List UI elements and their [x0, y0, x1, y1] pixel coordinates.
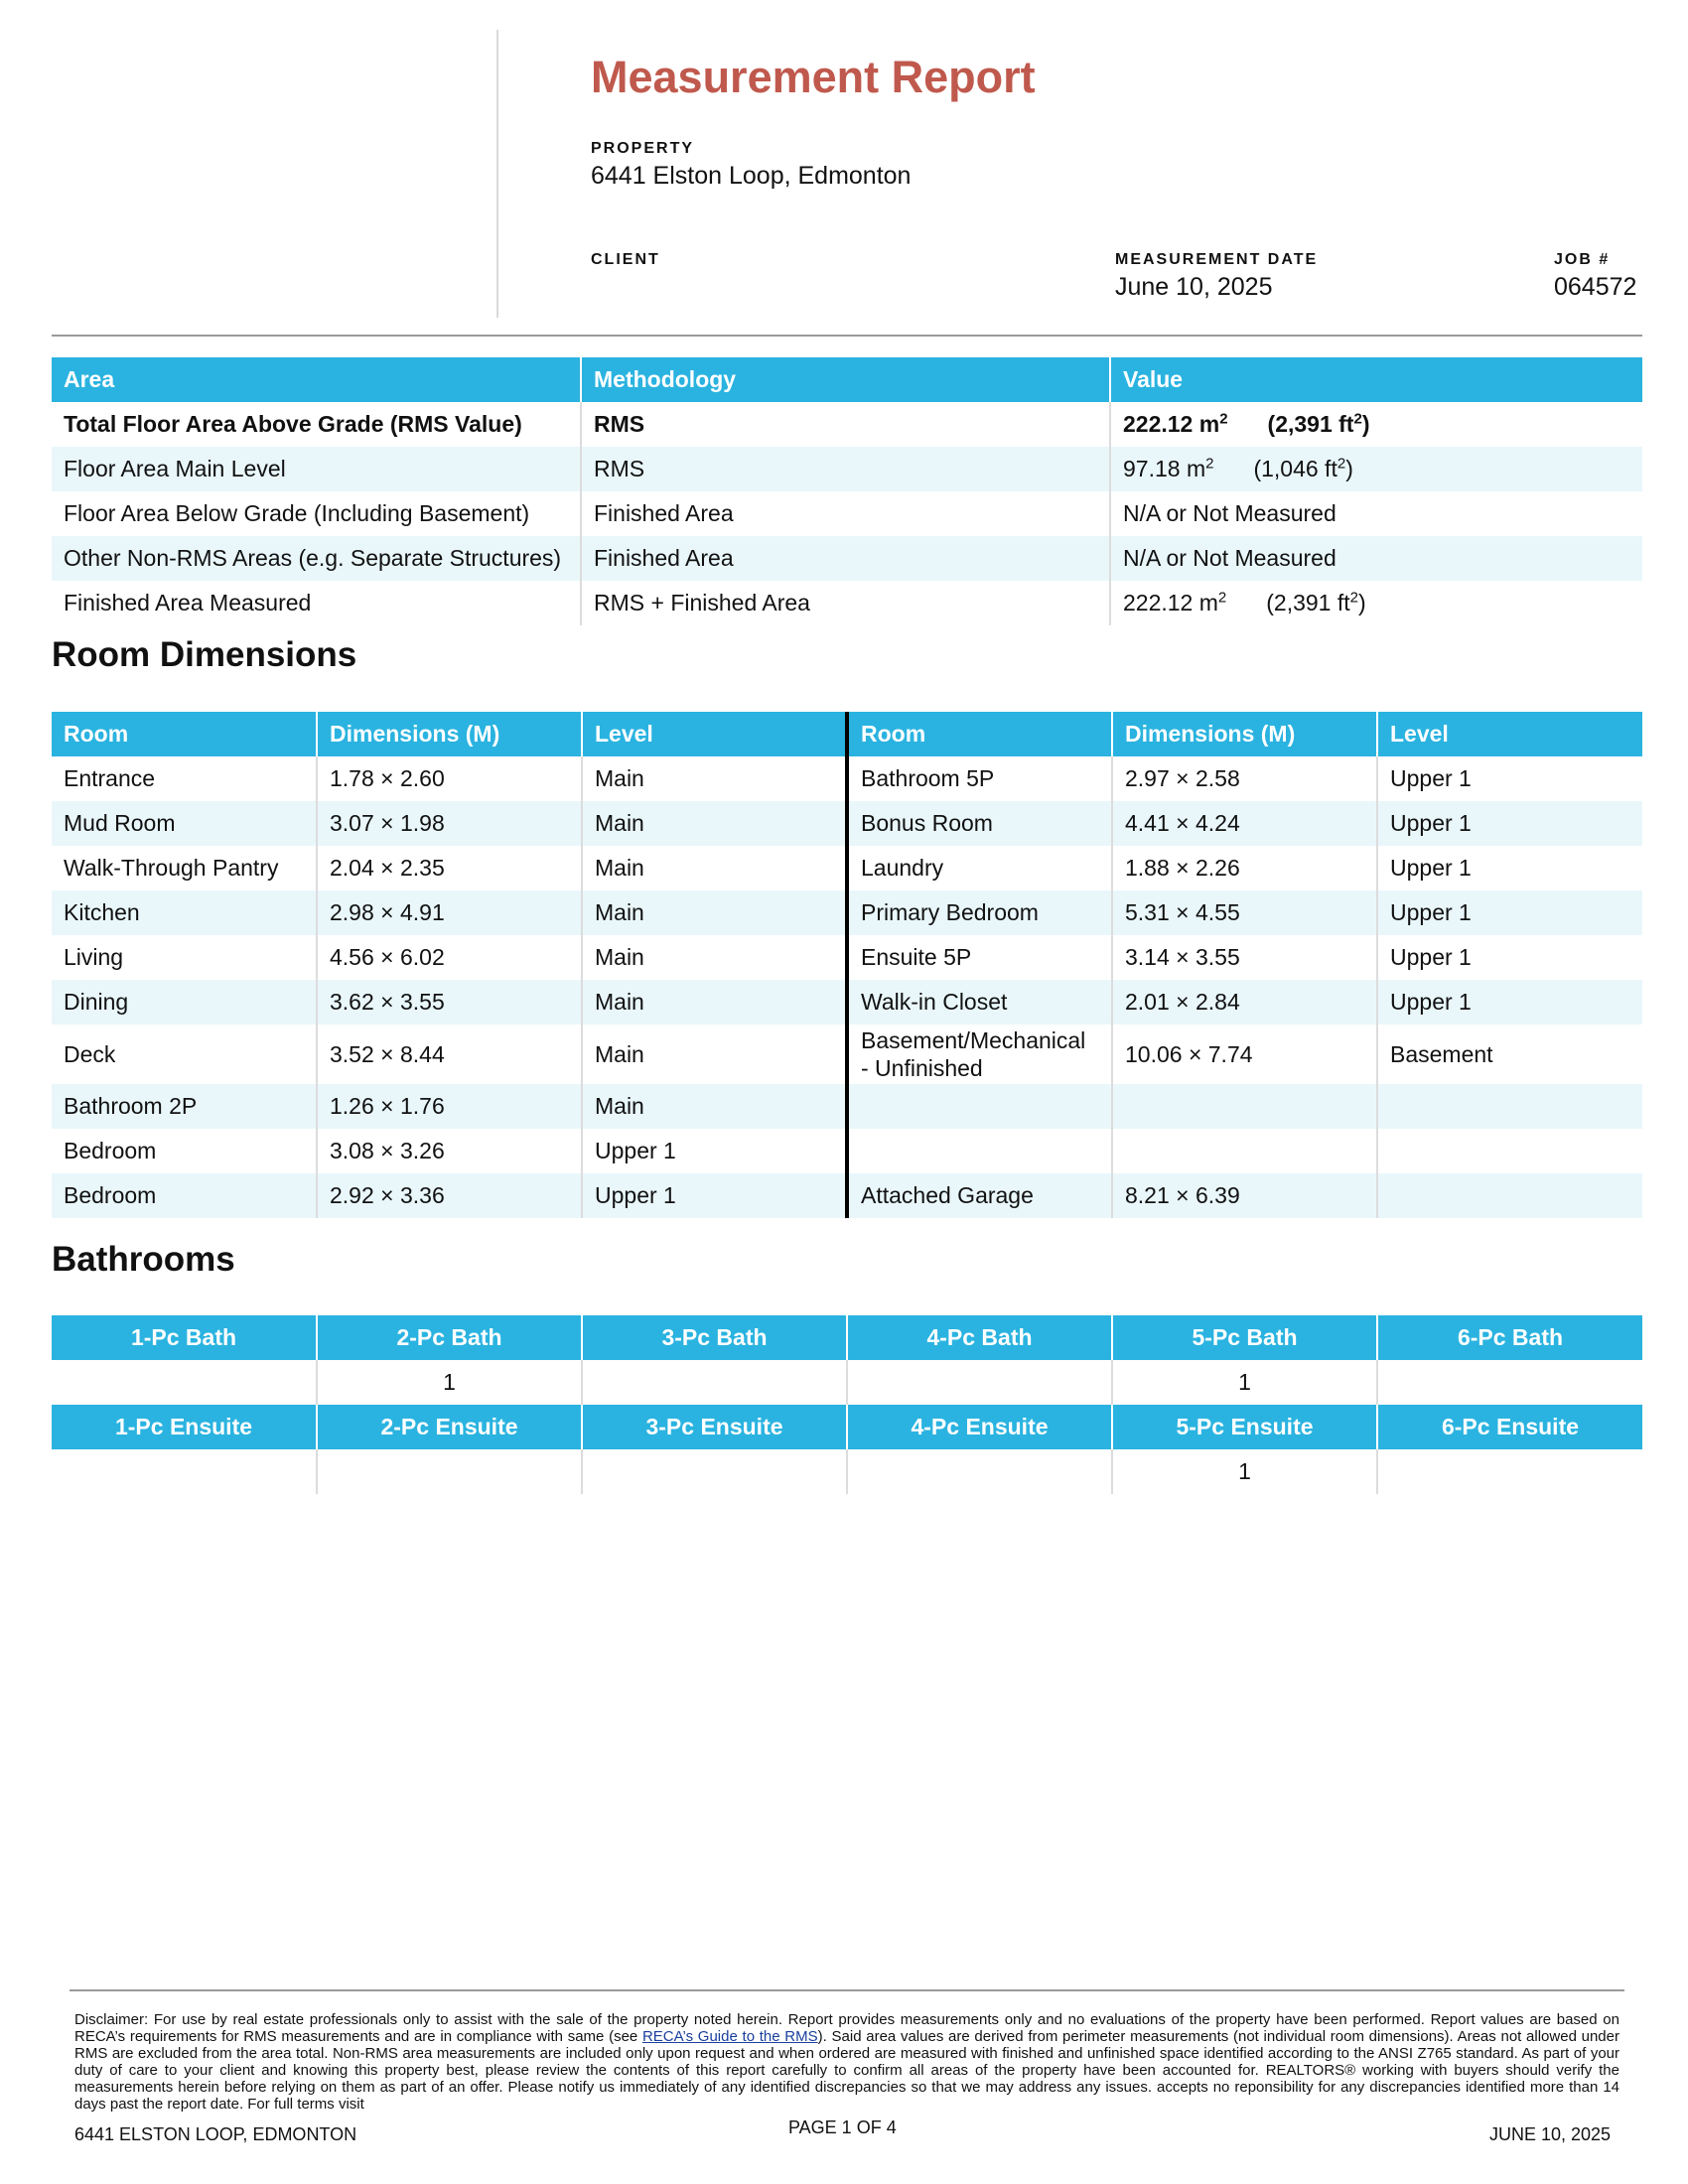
room-level: Main	[582, 890, 847, 935]
area-name: Total Floor Area Above Grade (RMS Value)	[52, 402, 581, 447]
room-dimensions: 3.52 × 8.44	[317, 1024, 582, 1084]
room-level: Main	[582, 846, 847, 890]
room-level: Main	[582, 980, 847, 1024]
area-name: Finished Area Measured	[52, 581, 581, 625]
room-row	[52, 935, 1642, 980]
room-level: Upper 1	[1390, 765, 1472, 791]
room-name: Primary Bedroom	[847, 890, 1112, 935]
bath-header-row-cell: 3-Pc Bath	[582, 1315, 847, 1360]
room-header-level: Level	[1377, 712, 1642, 756]
room-dimensions: 3.62 × 3.55	[317, 980, 582, 1024]
area-name: Floor Area Main Level	[52, 447, 581, 491]
room-row	[52, 1084, 1642, 1129]
room-header-dimensions: Dimensions (M)	[317, 712, 582, 756]
bath-count-row-cell	[582, 1360, 847, 1405]
client-label: CLIENT	[591, 251, 660, 268]
room-level: Upper 1	[1377, 890, 1642, 935]
room-dimensions: 2.01 × 2.84	[1112, 980, 1377, 1024]
room-level: Basement	[1390, 1041, 1493, 1067]
bathrooms-table	[52, 1315, 1642, 1494]
room-row	[52, 1129, 1642, 1173]
room-row	[52, 846, 1642, 890]
area-header-area: Area	[52, 357, 581, 402]
room-name: Bathroom 2P	[52, 1084, 317, 1129]
room-name: Walk-Through Pantry	[52, 846, 317, 890]
room-dimensions: 4.41 × 4.24	[1112, 801, 1377, 846]
area-value: 97.18 $m^2$ (1,046 $ft^2$)	[1110, 447, 1642, 491]
room-dimensions: 2.98 × 4.91	[317, 890, 582, 935]
bath-header-row-cell: 1-Pc Bath	[52, 1315, 317, 1360]
bath-header-row-cell: 2-Pc Bath	[317, 1315, 582, 1360]
ensuite-count-row-cell: 1	[1112, 1449, 1377, 1494]
room-name: Deck	[52, 1024, 317, 1084]
report-title: Measurement Report	[591, 52, 1036, 102]
room-dimensions-heading: Room Dimensions	[52, 635, 357, 674]
area-value: 222.12 $m^2$ (2,391 $ft^2$)	[1123, 589, 1366, 615]
room-dimensions: 2.97 × 2.58	[1112, 756, 1377, 801]
room-name: Basement/Mechanical - Unfinished	[847, 1024, 1112, 1084]
ensuite-count-row	[52, 1449, 1642, 1494]
room-dimensions: 1.78 × 2.60	[317, 756, 582, 801]
ensuite-count-row-cell	[52, 1449, 317, 1494]
room-name	[847, 1084, 1112, 1129]
ensuite-header-row	[52, 1405, 1642, 1449]
measurement-date-label: MEASUREMENT DATE	[1115, 251, 1319, 268]
bathrooms-heading: Bathrooms	[52, 1240, 235, 1279]
room-dimensions: 1.88 × 2.26	[1112, 846, 1377, 890]
room-name: Laundry	[847, 846, 1112, 890]
area-value: N/A or Not Measured	[1123, 500, 1336, 526]
footer-rule	[70, 1989, 1624, 1991]
room-level: Upper 1	[1377, 801, 1642, 846]
area-method: RMS	[581, 402, 1110, 447]
room-dimensions: 1.26 × 1.76	[317, 1084, 582, 1129]
area-header-methodology: Methodology	[581, 357, 1110, 402]
room-name: Living	[52, 935, 317, 980]
room-name: Ensuite 5P	[847, 935, 1112, 980]
bath-count-row-cell	[847, 1360, 1112, 1405]
room-dimensions: 10.06 × 7.74	[1112, 1024, 1377, 1084]
bath-header-row-cell: 5-Pc Bath	[1112, 1315, 1377, 1360]
area-method: Finished Area	[581, 491, 1110, 536]
area-method: Finished Area	[581, 536, 1110, 581]
room-header-level: Level	[582, 712, 847, 756]
area-row	[52, 447, 1642, 491]
reca-guide-link[interactable]: RECA’s Guide to the RMS	[641, 2028, 818, 2045]
bath-count-row-cell: 1	[317, 1360, 582, 1405]
ensuite-header-row-cell: 2-Pc Ensuite	[317, 1405, 582, 1449]
area-row	[52, 581, 1642, 625]
area-value: N/A or Not Measured	[1110, 536, 1642, 581]
area-name: Floor Area Below Grade (Including Basement)	[52, 491, 581, 536]
area-row	[52, 536, 1642, 581]
bath-count-row-cell	[1377, 1360, 1642, 1405]
room-table-header	[52, 712, 1642, 756]
room-level: Upper 1	[1377, 980, 1642, 1024]
room-name: Bedroom	[52, 1173, 317, 1218]
room-dimensions-table	[52, 712, 1642, 1218]
area-row	[52, 491, 1642, 536]
ensuite-count-row-cell	[582, 1449, 847, 1494]
room-level: Upper 1	[1390, 855, 1472, 881]
room-level: Main	[582, 756, 847, 801]
room-dimensions: 3.14 × 3.55	[1112, 935, 1377, 980]
area-table	[52, 357, 1642, 625]
room-dimensions: 5.31 × 4.55	[1112, 890, 1377, 935]
room-row	[52, 756, 1642, 801]
job-number-value: 064572	[1554, 273, 1637, 301]
room-name: Dining	[52, 980, 317, 1024]
ensuite-header-row-cell: 4-Pc Ensuite	[847, 1405, 1112, 1449]
room-name: Kitchen	[52, 890, 317, 935]
property-label: PROPERTY	[591, 140, 695, 157]
area-method: RMS + Finished Area	[581, 581, 1110, 625]
ensuite-header-row-cell: 6-Pc Ensuite	[1377, 1405, 1642, 1449]
room-level	[1377, 1173, 1642, 1218]
bath-count-row-cell: 1	[1112, 1360, 1377, 1405]
room-level: Upper 1	[582, 1129, 847, 1173]
ensuite-count-row-cell	[847, 1449, 1112, 1494]
room-dimensions: 4.56 × 6.02	[317, 935, 582, 980]
ensuite-header-row-cell: 1-Pc Ensuite	[52, 1405, 317, 1449]
property-value: 6441 Elston Loop, Edmonton	[591, 162, 912, 190]
room-level: Main	[582, 1024, 847, 1084]
footer-page-number: PAGE 1 OF 4	[788, 2117, 897, 2137]
area-header-value: Value	[1110, 357, 1642, 402]
room-name: Entrance	[52, 756, 317, 801]
room-level: Main	[582, 801, 847, 846]
room-dimensions	[1112, 1129, 1377, 1173]
ensuite-count-row-cell	[317, 1449, 582, 1494]
area-row	[52, 402, 1642, 447]
disclaimer: Disclaimer: For use by real estate professionals only to assist with the sale of the property noted herein. Report provides measurements only and no evaluations of the property have been performed. Report values are based on RECA’s requirements for RMS measurements and are in compliance with same (see RECA’s Guide to the RMS). Said area values are derived from perimeter measurements (not individual room dimensions). Areas not allowed under RMS are excluded from the area total. Non-RMS area measurements are included only upon request and when ordered are measured with finished and unfinished space identified according to the ANSI Z765 standard. As part of your duty of care to your client and knowing this property best, please review the contents of this report carefully to confirm all areas of the property have been accounted for. REALTORS® working with buyers should verify the measurements herein before relying on them as part of an offer. Please notify us immediately of any identified discrepancies so that we may address any issues. accepts no reponsibility for any discrepancies identified more than 14 days past the report date. For full terms visit	[74, 2011, 1620, 2113]
room-dimensions: 2.92 × 3.36	[317, 1173, 582, 1218]
footer-date: JUNE 10, 2025	[1489, 2124, 1612, 2144]
area-table-header	[52, 357, 1642, 402]
room-name: Bathroom 5P	[847, 756, 1112, 801]
ensuite-header-row-cell: 5-Pc Ensuite	[1112, 1405, 1377, 1449]
footer-address: 6441 ELSTON LOOP, EDMONTON	[74, 2124, 357, 2144]
room-level: Main	[582, 1084, 847, 1129]
room-dimensions: 2.04 × 2.35	[317, 846, 582, 890]
room-header-room: Room	[52, 712, 317, 756]
bath-count-row-cell	[52, 1360, 317, 1405]
room-level	[1377, 1129, 1642, 1173]
room-row	[52, 1024, 1642, 1084]
room-name	[847, 1129, 1112, 1173]
room-name: Attached Garage	[847, 1173, 1112, 1218]
ensuite-count-row-cell	[1377, 1449, 1642, 1494]
bath-count-row	[52, 1360, 1642, 1405]
room-name: Mud Room	[52, 801, 317, 846]
job-number-label: JOB #	[1554, 251, 1611, 268]
room-header-room: Room	[847, 712, 1112, 756]
ensuite-header-row-cell: 3-Pc Ensuite	[582, 1405, 847, 1449]
room-name: Bonus Room	[847, 801, 1112, 846]
room-dimensions: 3.07 × 1.98	[317, 801, 582, 846]
room-row	[52, 980, 1642, 1024]
room-row	[52, 890, 1642, 935]
room-level: Upper 1	[1390, 944, 1472, 970]
measurement-date-value: June 10, 2025	[1115, 273, 1273, 301]
header-rule	[52, 335, 1642, 337]
bath-header-row-cell: 6-Pc Bath	[1377, 1315, 1642, 1360]
room-name: Bedroom	[52, 1129, 317, 1173]
room-dimensions: 3.08 × 3.26	[317, 1129, 582, 1173]
header-divider	[496, 30, 498, 318]
room-level: Upper 1	[582, 1173, 847, 1218]
room-level	[1377, 1084, 1642, 1129]
bath-header-row-cell: 4-Pc Bath	[847, 1315, 1112, 1360]
area-name: Other Non-RMS Areas (e.g. Separate Structures)	[52, 536, 581, 581]
area-value: 222.12 $m^2$ (2,391 $ft^2$)	[1123, 410, 1370, 437]
room-row	[52, 801, 1642, 846]
room-header-dimensions: Dimensions (M)	[1112, 712, 1377, 756]
room-level: Main	[582, 935, 847, 980]
room-dimensions	[1112, 1084, 1377, 1129]
area-method: RMS	[581, 447, 1110, 491]
room-dimensions: 8.21 × 6.39	[1112, 1173, 1377, 1218]
room-row	[52, 1173, 1642, 1218]
room-name: Walk-in Closet	[847, 980, 1112, 1024]
bath-header-row	[52, 1315, 1642, 1360]
